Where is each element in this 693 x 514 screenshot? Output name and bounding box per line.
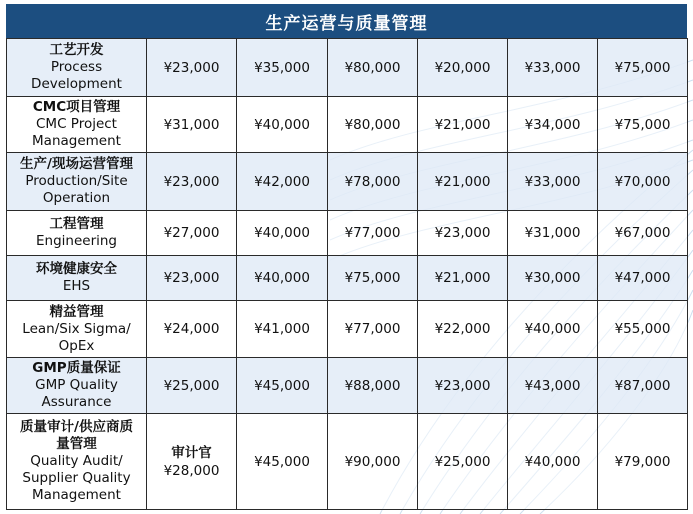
salary-cell: ¥21,000: [418, 153, 508, 211]
salary-cell: ¥90,000: [328, 414, 418, 510]
salary-cell: ¥43,000: [508, 358, 598, 414]
role-name-cn: 精益管理: [49, 303, 104, 320]
salary-cell: ¥45,000: [237, 358, 328, 414]
salary-cell: ¥67,000: [598, 211, 688, 256]
salary-cell: ¥87,000: [598, 358, 688, 414]
salary-cell: ¥75,000: [328, 256, 418, 301]
role-cell: [7, 256, 147, 301]
salary-cell: ¥40,000: [508, 301, 598, 358]
salary-cell: ¥31,000: [508, 211, 598, 256]
salary-cell: ¥55,000: [598, 301, 688, 358]
role-name-en: Quality Audit/: [30, 453, 123, 469]
salary-cell: ¥23,000: [418, 358, 508, 414]
role-name-en: Operation: [42, 190, 111, 206]
role-name-en: GMP Quality: [35, 377, 118, 393]
role-name-cn: 质量审计/供应商质: [20, 419, 133, 435]
salary-cell: ¥20,000: [418, 39, 508, 97]
salary-cell: ¥77,000: [328, 301, 418, 358]
salary-cell: ¥31,000: [147, 97, 237, 153]
salary-cell: ¥21,000: [418, 97, 508, 153]
role-name-en: Engineering: [36, 233, 117, 249]
role-cell: [7, 301, 147, 358]
role-cell: [7, 153, 147, 211]
role-name-en: Management: [32, 133, 121, 149]
salary-cell: ¥23,000: [147, 153, 237, 211]
salary-cell: ¥80,000: [328, 97, 418, 153]
salary-cell: ¥41,000: [237, 301, 328, 358]
salary-cell: ¥75,000: [598, 97, 688, 153]
salary-cell: ¥77,000: [328, 211, 418, 256]
role-name-cn: GMP质量保证: [32, 360, 121, 376]
salary-cell: ¥25,000: [147, 358, 237, 414]
salary-cell: ¥35,000: [237, 39, 328, 97]
salary-cell: ¥78,000: [328, 153, 418, 211]
salary-cell: [147, 414, 237, 510]
role-name-en: Management: [32, 487, 121, 503]
role-name-en: Process: [50, 59, 103, 75]
salary-cell: ¥70,000: [598, 153, 688, 211]
salary-cell: ¥40,000: [237, 256, 328, 301]
salary-cell: ¥23,000: [147, 256, 237, 301]
role-name-cn: 环境健康安全: [36, 261, 117, 277]
salary-value: ¥28,000: [163, 462, 220, 479]
role-name-en: Assurance: [41, 394, 112, 410]
salary-table: [6, 38, 688, 510]
salary-cell: ¥47,000: [598, 256, 688, 301]
salary-cell: ¥40,000: [237, 211, 328, 256]
salary-cell: ¥75,000: [598, 39, 688, 97]
role-name-en: Supplier Quality: [22, 470, 131, 486]
role-cell: [7, 211, 147, 256]
table-row: [7, 358, 688, 414]
table-row: [7, 301, 688, 358]
salary-cell: ¥42,000: [237, 153, 328, 211]
table-title: 生产运营与质量管理: [6, 4, 687, 38]
salary-cell: ¥24,000: [147, 301, 237, 358]
role-name-en: Production/Site: [25, 173, 128, 189]
role-name-cn: CMC项目管理: [32, 99, 121, 115]
role-name-en: EHS: [62, 278, 91, 294]
table-row: [7, 39, 688, 97]
role-cell: [7, 358, 147, 414]
salary-cell: ¥27,000: [147, 211, 237, 256]
salary-cell: ¥45,000: [237, 414, 328, 510]
salary-cell: ¥88,000: [328, 358, 418, 414]
table-row: [7, 97, 688, 153]
auditor-label: 审计官: [171, 444, 212, 461]
salary-cell: ¥30,000: [508, 256, 598, 301]
salary-table-container: [6, 4, 687, 510]
role-cell: [7, 39, 147, 97]
role-name-en: Development: [31, 76, 122, 92]
salary-cell: ¥40,000: [237, 97, 328, 153]
role-name-en: CMC Project: [36, 116, 117, 132]
role-name-cn: 工艺开发: [49, 42, 104, 58]
salary-cell: ¥23,000: [418, 211, 508, 256]
salary-cell: ¥40,000: [508, 414, 598, 510]
role-name-cn: 工程管理: [49, 216, 104, 232]
salary-cell: ¥79,000: [598, 414, 688, 510]
role-name-cn: 生产/现场运营管理: [20, 156, 133, 172]
table-row: [7, 256, 688, 301]
salary-cell: ¥23,000: [147, 39, 237, 97]
salary-cell: ¥25,000: [418, 414, 508, 510]
role-name-en: OpEx: [58, 337, 95, 354]
salary-cell: ¥34,000: [508, 97, 598, 153]
salary-cell: ¥21,000: [418, 256, 508, 301]
salary-cell: ¥22,000: [418, 301, 508, 358]
role-name-cn: 量管理: [56, 436, 97, 452]
role-cell: [7, 414, 147, 510]
table-row: [7, 414, 688, 510]
role-name-en: Lean/Six Sigma/: [22, 320, 131, 337]
salary-cell: ¥33,000: [508, 153, 598, 211]
role-cell: [7, 97, 147, 153]
table-row: [7, 153, 688, 211]
salary-cell: ¥33,000: [508, 39, 598, 97]
table-row: [7, 211, 688, 256]
salary-cell: ¥80,000: [328, 39, 418, 97]
